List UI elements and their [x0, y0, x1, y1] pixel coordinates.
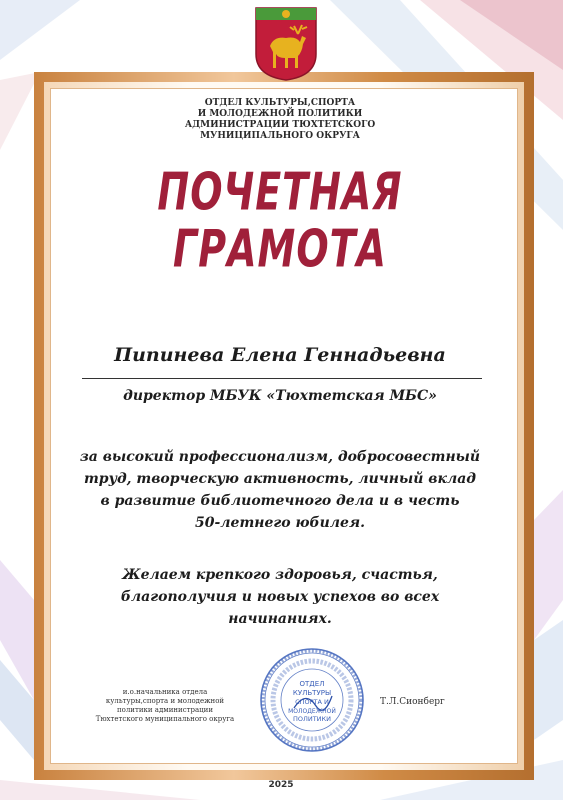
seal-text-1: ОТДЕЛ	[299, 680, 325, 688]
signer-line-2: культуры,спорта и молодежной	[105, 697, 225, 705]
certificate-title-line-2: ГРАМОТА	[173, 219, 387, 279]
seal-text-5: ПОЛИТИКИ	[292, 715, 332, 723]
seal-text-4: МОЛОДЕЖНОЙ	[288, 708, 336, 715]
recipient-name: Пипинева Елена Геннадьевна	[114, 344, 446, 366]
org-line-3: АДМИНИСТРАЦИИ ТЮХТЕТСКОГО	[184, 120, 376, 130]
reason-line-3: в развитие библиотечного дела и в честь	[100, 493, 460, 509]
signer-line-3: политики администрации	[116, 706, 213, 714]
award-reason	[60, 446, 500, 534]
signer-line-4: Тюхтетского муниципального округа	[95, 715, 235, 723]
signer-name: Т.Л.Сионберг	[380, 697, 445, 707]
seal-text-2: КУЛЬТУРЫ	[292, 689, 332, 697]
name-underline	[82, 378, 482, 379]
signer-line-1: и.о.начальника отдела	[122, 688, 208, 696]
reason-line-1: за высокий профессионализм, добросовестный	[79, 449, 481, 465]
org-line-4: МУНИЦИПАЛЬНОГО ОКРУГА	[200, 131, 360, 141]
reason-line-2: труд, творческую активность, личный вклад	[83, 471, 477, 487]
certificate-title-line-1: ПОЧЕТНАЯ	[157, 162, 403, 222]
org-line-1: ОТДЕЛ КУЛЬТУРЫ,СПОРТА	[204, 98, 356, 108]
wishes-text	[70, 564, 490, 630]
wishes-line-1: Желаем крепкого здоровья, счастья,	[122, 567, 438, 583]
wishes-line-2: благополучия и новых успехов во всех	[120, 589, 440, 605]
wishes-line-3: начинаниях.	[228, 611, 332, 627]
signer-title	[80, 688, 250, 724]
org-line-2: И МОЛОДЕЖНОЙ ПОЛИТИКИ	[197, 109, 363, 119]
certificate-year: 2025	[268, 780, 294, 790]
reason-line-4: 50-летнего юбилея.	[195, 515, 365, 531]
round-seal-stamp-icon	[258, 646, 366, 754]
seal-text-3: СПОРТА И	[295, 698, 329, 706]
issuing-organization	[120, 98, 440, 142]
recipient-position: директор МБУК «Тюхтетская МБС»	[123, 388, 437, 404]
elk-coat-of-arms-icon	[254, 6, 318, 82]
